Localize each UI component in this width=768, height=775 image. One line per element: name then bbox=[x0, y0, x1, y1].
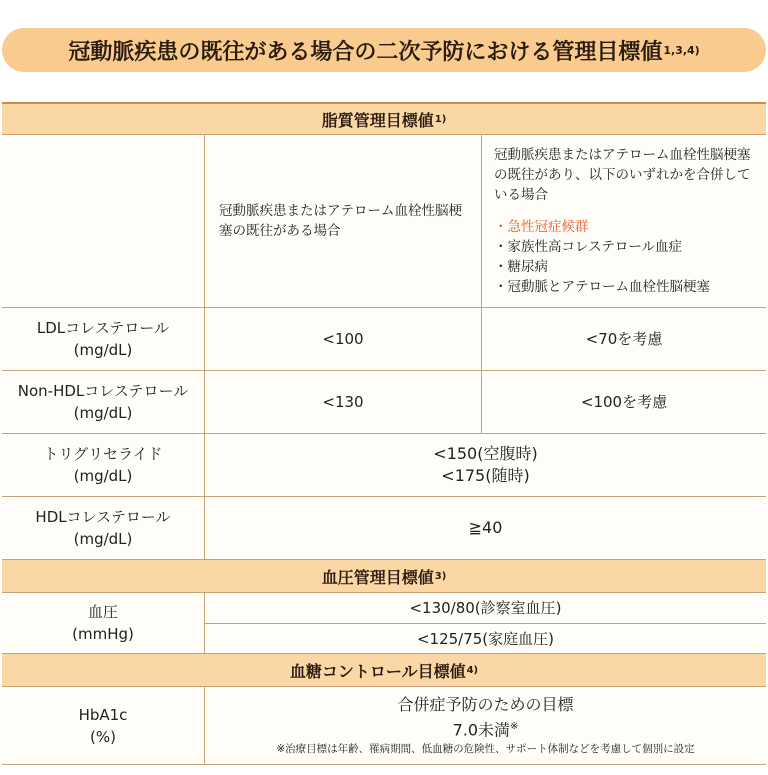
table-row-hba1c bbox=[2, 687, 766, 765]
row-label-cell bbox=[2, 687, 205, 764]
list-item: ・家族性高コレステロール血症 bbox=[494, 239, 683, 255]
value-text: <150(空腹時) bbox=[433, 444, 538, 463]
bp-section-header bbox=[2, 560, 766, 593]
row-label: 血圧 bbox=[87, 603, 118, 621]
col2-header-text: 冠動脈疾患またはアテローム血栓性脳梗塞の既往がある場合 bbox=[219, 203, 462, 239]
row-label: LDLコレステロール bbox=[36, 319, 170, 337]
hba1c-value: 7.0未満 bbox=[452, 720, 511, 740]
value-text: <100を考慮 bbox=[580, 393, 668, 411]
table-row-non-hdl bbox=[2, 371, 766, 434]
glucose-section-reference: 4) bbox=[466, 664, 479, 676]
lipid-column-header-row bbox=[2, 135, 766, 308]
table-row-ldl bbox=[2, 308, 766, 371]
glucose-section-header bbox=[2, 654, 766, 687]
value-cell bbox=[205, 371, 482, 433]
row-unit: (mg/dL) bbox=[73, 341, 133, 359]
goal-label: 合併症予防のための目標 bbox=[397, 694, 574, 714]
target-values-table bbox=[2, 102, 766, 765]
bp-home-value: <125/75(家庭血圧) bbox=[416, 629, 555, 648]
row-unit: (mg/dL) bbox=[73, 404, 133, 422]
row-label: HDLコレステロール bbox=[35, 508, 171, 526]
lipid-section-reference: 1) bbox=[434, 113, 447, 125]
page-title bbox=[2, 28, 766, 72]
row-label-cell bbox=[2, 371, 205, 433]
row-unit: (mg/dL) bbox=[73, 467, 133, 485]
value-text: <100 bbox=[322, 330, 364, 348]
list-item: ・糖尿病 bbox=[494, 259, 548, 275]
bp-office-value: <130/80(診察室血圧) bbox=[205, 593, 766, 624]
footnote: ※治療目標は年齢、罹病期間、低血糖の危険性、サポート体制などを考慮して個別に設定 bbox=[276, 743, 695, 756]
note-mark: ※ bbox=[510, 720, 519, 732]
value-text: <130 bbox=[322, 393, 364, 411]
value-text: <70を考慮 bbox=[585, 330, 663, 348]
hba1c-target bbox=[453, 716, 519, 741]
value-text: ≧40 bbox=[468, 518, 503, 537]
table-row-triglyceride bbox=[2, 434, 766, 497]
row-unit: (mmHg) bbox=[72, 625, 134, 643]
value-cell bbox=[205, 308, 482, 370]
value-cell bbox=[482, 371, 766, 433]
value-cell bbox=[482, 308, 766, 370]
col2-header-cell bbox=[205, 135, 482, 307]
row-label-cell bbox=[2, 434, 205, 496]
col3-header-text: 冠動脈疾患またはアテローム血栓性脳梗塞の既往があり、以下のいずれかを合併している場合 bbox=[494, 147, 751, 203]
col3-condition-list bbox=[494, 217, 710, 297]
glucose-section-title: 血糖コントロール目標値 bbox=[289, 661, 466, 681]
row-label: トリグリセライド bbox=[43, 445, 163, 463]
bp-section-reference: 3) bbox=[434, 570, 447, 582]
lipid-section-header bbox=[2, 102, 766, 135]
title-reference: 1,3,4) bbox=[663, 43, 700, 57]
value-text: <175(随時) bbox=[441, 466, 530, 485]
merged-value-cell bbox=[205, 497, 766, 559]
row-label: HbA1c bbox=[78, 705, 128, 724]
col3-header-cell bbox=[482, 135, 766, 307]
row-unit: (mg/dL) bbox=[73, 530, 133, 548]
list-item: ・冠動脈とアテローム血栓性脳梗塞 bbox=[494, 279, 710, 295]
row-label-cell bbox=[2, 308, 205, 370]
lipid-section-title: 脂質管理目標値 bbox=[321, 110, 434, 130]
table-row-hdl bbox=[2, 497, 766, 560]
row-label: Non-HDLコレステロール bbox=[17, 382, 189, 400]
bp-section-title: 血圧管理目標値 bbox=[321, 567, 434, 587]
list-item: ・急性冠症候群 bbox=[494, 219, 589, 235]
row-label-cell bbox=[2, 497, 205, 559]
table-row-bp bbox=[2, 593, 766, 654]
hba1c-value-cell bbox=[205, 687, 766, 764]
empty-header-cell bbox=[2, 135, 205, 307]
row-unit: (%) bbox=[90, 727, 116, 746]
bp-value-cell bbox=[205, 593, 766, 653]
merged-value-cell bbox=[205, 434, 766, 496]
page-title-text: 冠動脈疾患の既往がある場合の二次予防における管理目標値 bbox=[68, 39, 663, 65]
row-label-cell bbox=[2, 593, 205, 653]
